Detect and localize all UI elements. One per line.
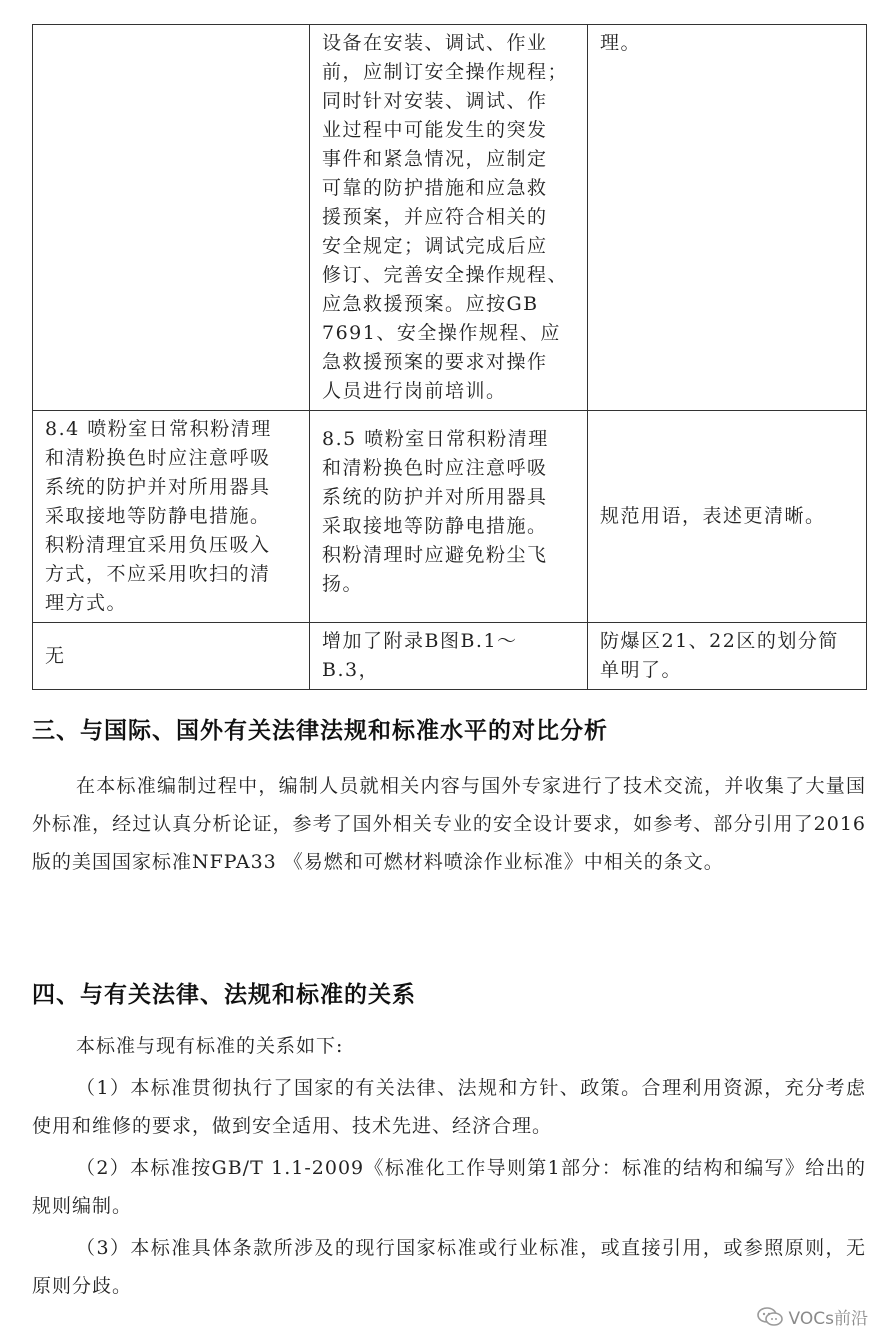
table-row — [33, 25, 867, 411]
wechat-icon — [757, 1307, 783, 1327]
old-clause-cell — [33, 25, 310, 411]
new-clause-cell: 8.5 喷粉室日常积粉清理 和清粉换色时应注意呼吸 系统的防护并对所用器具 采取接地等防静电措施。 积粉清理时应避免粉尘飞 扬。 — [310, 411, 588, 623]
new-clause-cell: 设备在安装、调试、作业 前，应制订安全操作规程； 同时针对安装、调试、作 业过程中可能发生的突发 事件和紧急情况，应制定 可靠的防护措施和应急救 援预案，并应符合相关的 安全规定；调试完成后应 修订、完善安全操作规程、 应急救援预案。应按GB 7691、安全操作规程、应 急救援预案的要求对操作 人员进行岗前培训。 — [310, 25, 588, 411]
section-3-paragraph: 在本标准编制过程中，编制人员就相关内容与国外专家进行了技术交流，并收集了大量国外标准，经过认真分析论证，参考了国外相关专业的安全设计要求，如参考、部分引用了2016版的美国国家标准NFPA33 《易燃和可燃材料喷涂作业标准》中相关的条文。 — [32, 775, 866, 873]
reason-cell: 理。 — [588, 25, 867, 411]
comparison-table — [32, 24, 867, 690]
new-clause-cell: 增加了附录B图B.1～ B.3， — [310, 623, 588, 690]
section-3 — [32, 712, 866, 881]
watermark — [757, 1304, 868, 1329]
old-clause-cell: 无 — [33, 623, 310, 690]
section-3-heading: 三、与国际、国外有关法律法规和标准水平的对比分析 — [32, 718, 608, 744]
old-clause-cell: 8.4 喷粉室日常积粉清理 和清粉换色时应注意呼吸 系统的防护并对所用器具 采取接地等防静电措施。 积粉清理宜采用负压吸入 方式，不应采用吹扫的清 理方式。 — [33, 411, 310, 623]
reason-cell: 防爆区21、22区的划分简 单明了。 — [588, 623, 867, 690]
section-4-intro: 本标准与现有标准的关系如下: — [76, 1035, 344, 1057]
section-4 — [32, 976, 866, 1305]
list-item: （1）本标准贯彻执行了国家的有关法律、法规和方针、政策。合理利用资源，充分考虑使用和维修的要求，做到安全适用、技术先进、经济合理。 — [32, 1077, 866, 1137]
list-item: （2）本标准按GB/T 1.1-2009《标准化工作导则第1部分：标准的结构和编写》给出的规则编制。 — [32, 1157, 866, 1217]
table-row — [33, 623, 867, 690]
section-4-heading: 四、与有关法律、法规和标准的关系 — [32, 982, 416, 1008]
reason-cell: 规范用语，表述更清晰。 — [588, 411, 867, 623]
table-row — [33, 411, 867, 623]
watermark-text: VOCs前沿 — [788, 1309, 868, 1329]
list-item: （3）本标准具体条款所涉及的现行国家标准或行业标准，或直接引用，或参照原则，无原则分歧。 — [32, 1237, 866, 1297]
